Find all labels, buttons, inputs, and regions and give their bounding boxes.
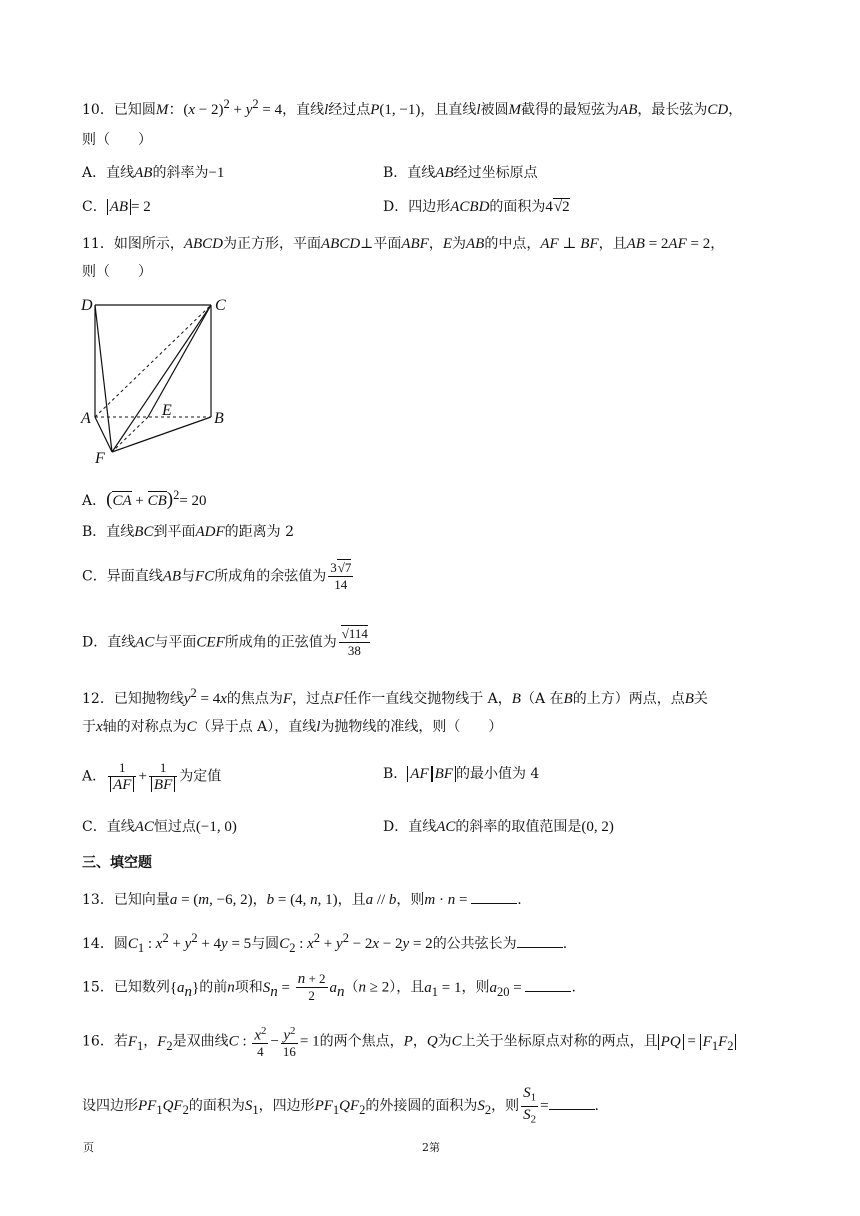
q15-blank[interactable] [525,977,571,992]
footer-left: 页 [83,1141,94,1154]
q14-blank[interactable] [517,933,563,948]
q11-option-b: B．直线BC到平面ADF的距离为 2 [82,524,294,540]
q11-option-a: A．(CA + CB)$^2$= 20 [82,488,207,510]
q14: 14．圆$C_1$ : $x^2 + y^2 + 4y = 5$与圆$C_2$ : $x^2 + y^2 - 2x - 2y = 2$的公共弦长为 . [82,931,568,955]
q13: 13．已知向量a = (m, −6, 2)，b = (4, n, 1)，且a // b，则m · n = . [82,889,522,910]
section-title: 三、填空题 [82,855,152,871]
q11-option-c: C．异面直线AB与FC所成角的余弦值为 $\frac{3√7}{14}$ [82,560,352,592]
q13-blank[interactable] [471,889,517,904]
label-b: B [214,410,224,427]
label-e: E [162,402,172,419]
q15: 15．已知数列$\{a_n\}$的前n项和$S_n$ = $\frac{n + 2}{2}$ $a_n(n \ge 2)$，且$a_1 = 1$，则$a_{20}$ = . [82,971,576,1003]
q12-stem-line2: 于x轴的对称点为C（异于点 A），直线l为抛物线的准线，则（ ） [82,719,503,735]
q12-stem: 12．已知抛物线$y^2 = 4x$的焦点为F，过点F任作一直线交抛物线于 A，B（A 在B的上方）两点，点B关 [82,686,708,707]
q11-ze: 则（ ） [82,264,152,280]
label-d: D [81,297,93,314]
edge-ac-hidden [95,305,211,417]
q10-option-c: C． AB = 2 [82,199,151,215]
q11-option-d: D．直线AC与平面CEF所成角的正弦值为 $\frac{√114}{38}$ [82,626,368,658]
q12-option-a: A． $\frac{1}{AF}$ + $\frac{1}{BF}$ 为定值 [82,760,222,793]
label-a: A [81,410,91,427]
q16-line2: 设四边形$PF_1QF_2$的面积为$S_1$，四边形$PF_1QF_2$的外接圆的面积为$S_2$，则 $\frac{S_1}{S_2}$ = . [82,1085,599,1126]
q10-ze: 则（ ） [82,132,152,148]
q10-option-b: B．直线AB经过坐标原点 [383,165,538,181]
q12-option-d: D．直线AC的斜率的取值范围是(0, 2) [383,819,614,835]
q16-blank[interactable] [549,1095,595,1110]
footer-page-number: 2第 [422,1141,440,1154]
q10-stem: 10．已知圆M：$(x - 2)^2 + y^2 = 4$，直线l经过点P(1, −1)，且直线l被圆M截得的最短弦为AB，最长弦为CD， [82,97,743,118]
edge-bf [112,417,211,452]
edge-df [95,305,112,452]
q12-option-b: B． AF BF 的最小值为 4 [383,766,540,782]
q16: 16．若$F_1$，$F_2$是双曲线C : $\frac{x^2}{4}$ − $\frac{y^2}{16}$ = 1的两个焦点，P，Q为C上关于坐标原点对称的两点，且 PQ = $F_1F_2$ [82,1023,736,1060]
q10-option-d: D．四边形ACBD的面积为4√2 [383,199,570,215]
q12-option-c: C．直线AC恒过点(−1, 0) [82,819,237,835]
q11-figure [78,292,238,468]
label-f: F [95,450,105,467]
q11-stem: 11．如图所示，ABCD为正方形，平面ABCD⊥平面ABF，E为AB的中点，AF ⊥ BF，且AB = 2AF = 2， [82,236,725,252]
q10-option-a: A．直线AB的斜率为−1 [82,165,225,181]
edge-ef-hidden [112,417,148,452]
edge-cf [112,305,211,452]
edge-ce [148,305,211,417]
label-c: C [215,297,226,314]
